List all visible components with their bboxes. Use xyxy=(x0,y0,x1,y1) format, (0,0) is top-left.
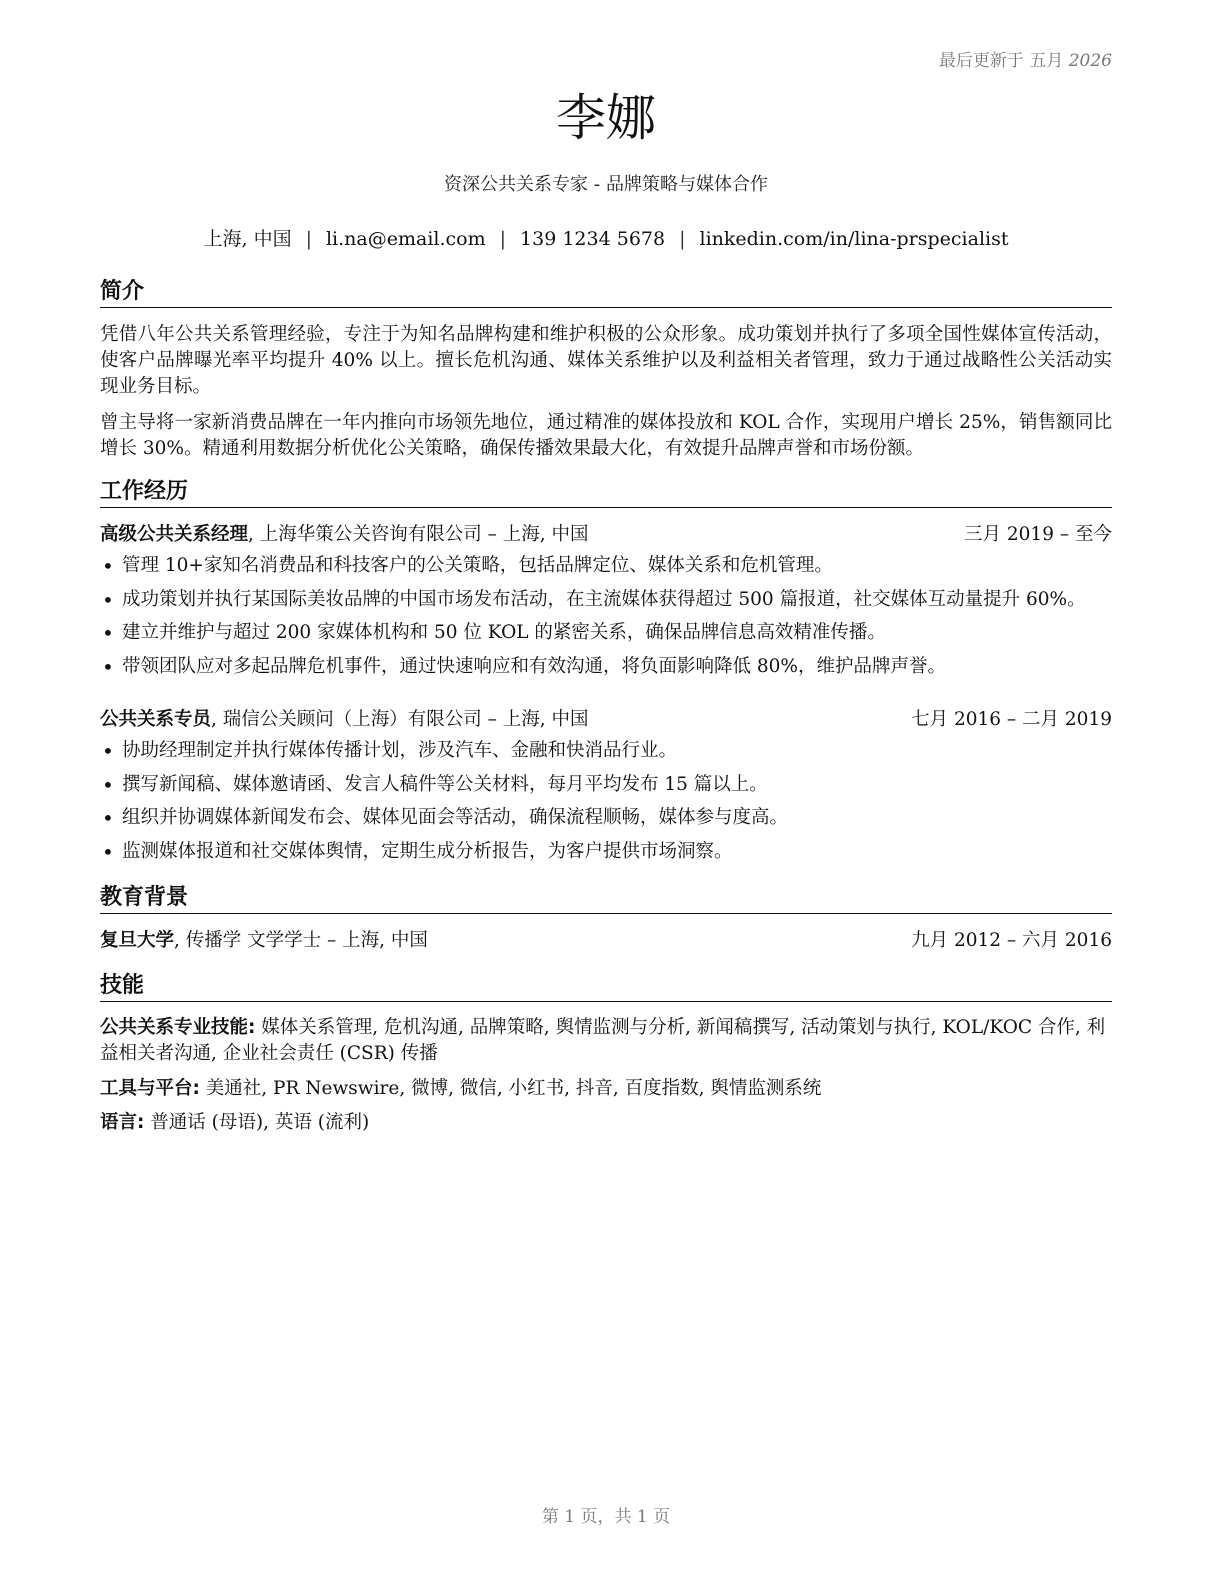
job-role: 公共关系专员 xyxy=(100,709,212,730)
job-bullet: • 带领团队应对多起品牌危机事件，通过快速响应和有效沟通，将负面影响降低 80%，维护品牌声誉。 xyxy=(100,654,1112,680)
job-bullets xyxy=(100,553,1112,687)
last-updated-label: 最后更新于 xyxy=(938,51,1024,71)
job-bullets xyxy=(100,738,1112,872)
education-entry xyxy=(100,928,1112,954)
job-bullet: • 监测媒体报道和社交媒体舆情，定期生成分析报告，为客户提供市场洞察。 xyxy=(100,839,1112,865)
section-title-skills: 技能 xyxy=(100,972,1112,1002)
contact-location: 上海, 中国 xyxy=(203,228,292,250)
job-bullet: • 成功策划并执行某国际美妆品牌的中国市场发布活动，在主流媒体获得超过 500 篇报道，社交媒体互动量提升 60%。 xyxy=(100,587,1112,613)
education-line xyxy=(100,928,428,954)
job-bullet: • 撰写新闻稿、媒体邀请函、发言人稿件等公关材料，每月平均发布 15 篇以上。 xyxy=(100,772,1112,798)
section-title-experience: 工作经历 xyxy=(100,478,1112,508)
section-title-summary: 简介 xyxy=(100,278,1112,308)
summary-paragraph-2: 曾主导将一家新消费品牌在一年内推向市场领先地位，通过精准的媒体投放和 KOL 合作，实现用户增长 25%，销售额同比增长 30%。精通利用数据分析优化公关策略，确保传播效果最大化，有效提升品牌声誉和市场份额。 xyxy=(100,412,1112,459)
contact-linkedin[interactable]: linkedin.com/in/lina-prspecialist xyxy=(699,228,1009,250)
job-bullet: • 管理 10+家知名消费品和科技客户的公关策略，包括品牌定位、媒体关系和危机管理。 xyxy=(100,553,1112,579)
job-dates: 七月 2016 – 二月 2019 xyxy=(911,709,1112,730)
contact-phone: 139 1234 5678 xyxy=(520,228,666,250)
job-bullet: • 协助经理制定并执行媒体传播计划，涉及汽车、金融和快消品行业。 xyxy=(100,738,1112,764)
skill-label: 语言: xyxy=(100,1112,145,1133)
skill-line xyxy=(100,1110,1112,1136)
job-company: , 上海华策公关咨询有限公司 – 上海, 中国 xyxy=(248,524,589,545)
skill-label: 工具与平台: xyxy=(100,1078,200,1099)
skill-line xyxy=(100,1015,1112,1067)
contact-separator: | xyxy=(305,228,312,250)
job-header xyxy=(100,707,1112,733)
job-role: 高级公共关系经理 xyxy=(100,524,249,545)
job-bullet: • 组织并协调媒体新闻发布会、媒体见面会等活动，确保流程顺畅，媒体参与度高。 xyxy=(100,805,1112,831)
education-dates: 九月 2012 – 六月 2016 xyxy=(911,930,1112,951)
last-updated-month: 五月 xyxy=(1029,51,1064,71)
contact-separator: | xyxy=(679,228,686,250)
education-detail: , 传播学 文学学士 – 上海, 中国 xyxy=(174,930,428,951)
skill-value: 普通话 (母语), 英语 (流利) xyxy=(144,1112,370,1133)
job-title-line xyxy=(100,707,589,733)
last-updated xyxy=(939,46,1112,71)
job-company: , 瑞信公关顾问（上海）有限公司 – 上海, 中国 xyxy=(211,709,589,730)
education-school: 复旦大学 xyxy=(100,930,175,951)
candidate-headline: 资深公共关系专家 - 品牌策略与媒体合作 xyxy=(444,174,768,195)
section-title-education: 教育背景 xyxy=(100,884,1112,914)
job-dates: 三月 2019 – 至今 xyxy=(964,524,1112,545)
skill-value: 美通社, PR Newswire, 微博, 微信, 小红书, 抖音, 百度指数, 舆情监测系统 xyxy=(199,1078,822,1099)
page-footer: 第 1 页，共 1 页 xyxy=(541,1507,671,1527)
resume-page xyxy=(100,0,1112,1584)
job-header xyxy=(100,522,1112,548)
job-bullet: • 建立并维护与超过 200 家媒体机构和 50 位 KOL 的紧密关系，确保品牌信息高效精准传播。 xyxy=(100,620,1112,646)
skill-line xyxy=(100,1076,1112,1102)
contact-separator: | xyxy=(499,228,507,250)
last-updated-year: 2026 xyxy=(1068,51,1112,71)
contact-email[interactable]: li.na@email.com xyxy=(325,228,486,250)
contact-line xyxy=(100,224,1112,251)
skill-value: 媒体关系管理, 危机沟通, 品牌策略, 舆情监测与分析, 新闻稿撰写, 活动策划与执行, KOL/KOC 合作, 利益相关者沟通, 企业社会责任 (CSR) 传播 xyxy=(100,1017,1106,1064)
job-title-line xyxy=(100,522,589,548)
candidate-name: 李娜 xyxy=(556,89,656,147)
skill-label: 公共关系专业技能: xyxy=(100,1017,256,1038)
summary-paragraph-1: 凭借八年公共关系管理经验，专注于为知名品牌构建和维护积极的公众形象。成功策划并执行了多项全国性媒体宣传活动，使客户品牌曝光率平均提升 40% 以上。擅长危机沟通、媒体关系维护以及利益相关者管理，致力于通过战略性公关活动实现业务目标。 xyxy=(100,324,1112,397)
